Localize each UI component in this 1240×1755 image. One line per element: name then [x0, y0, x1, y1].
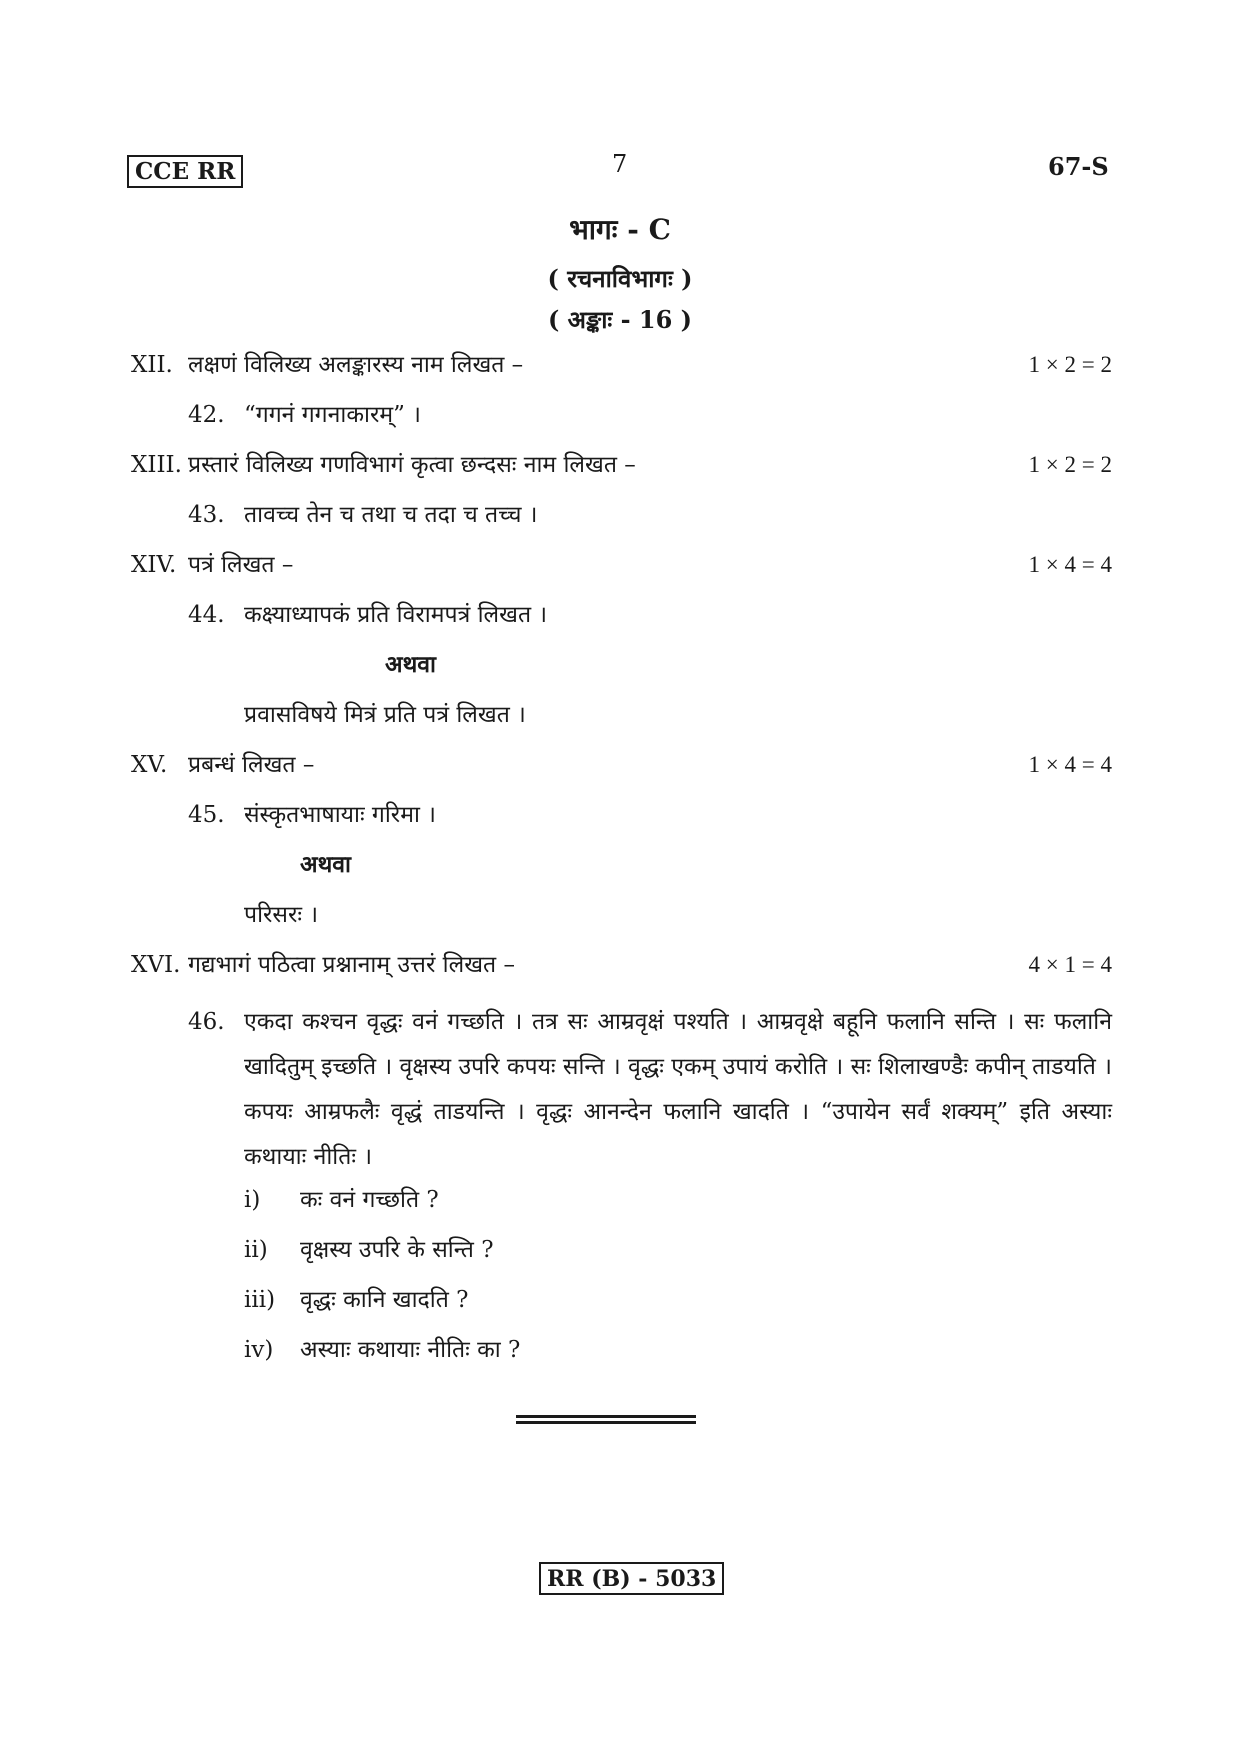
question-text: संस्कृतभाषायाः गरिमा ।: [244, 802, 436, 828]
question-number: 45.: [188, 802, 225, 828]
paper-code: 67-S: [1048, 152, 1109, 181]
page-number: 7: [612, 150, 628, 178]
question-instruction: गद्यभागं पठित्वा प्रश्नानाम् उत्तरं लिखत –: [188, 952, 515, 978]
question-marks: 1 × 4 = 4: [1028, 552, 1112, 577]
question-number: 42.: [188, 402, 225, 428]
question-instruction: लक्षणं विलिख्य अलङ्कारस्य नाम लिखत –: [188, 352, 524, 378]
question-marks: 4 × 1 = 4: [1028, 952, 1112, 977]
question-number: 44.: [188, 602, 225, 628]
subquestion-text: कः वनं गच्छति ?: [300, 1187, 439, 1213]
question-text: तावच्च तेन च तथा च तदा च तच्च ।: [244, 502, 538, 528]
passage-text: एकदा कश्चन वृद्धः वनं गच्छति । तत्र सः आम्रवृक्षं पश्यति । आम्रवृक्षे बहूनि फलानि सन्ति । सः फलानि खादितुम् इच्छति । वृक्षस्य उपरि कपयः सन्ति । वृद्धः एकम् उपायं करोति । सः शिलाखण्डैः कपीन् ताडयति । कपयः आम्रफलैः वृद्धं ताडयन्ति । वृद्धः आनन्देन फलानि खादति । “उपायेन सर्वं शक्यम्” इति अस्याः कथायाः नीतिः ।: [244, 1009, 1112, 1170]
subquestion-label: ii): [244, 1237, 268, 1263]
question-instruction: प्रस्तारं विलिख्य गणविभागं कृत्वा छन्दसः नाम लिखत –: [188, 452, 636, 478]
subquestion-label: iii): [244, 1287, 276, 1313]
question-text: परिसरः ।: [244, 902, 319, 928]
question-roman: XV.: [131, 752, 168, 778]
section-title: भागः - C: [569, 213, 671, 246]
section-marks: ( अङ्काः - 16 ): [547, 305, 693, 334]
subquestion-label: iv): [244, 1337, 274, 1363]
series-code-box: CCE RR: [127, 155, 243, 188]
end-rule-bottom: [516, 1421, 696, 1424]
question-instruction: प्रबन्धं लिखत –: [188, 752, 315, 778]
question-roman: XII.: [131, 352, 173, 378]
question-marks: 1 × 2 = 2: [1028, 352, 1112, 377]
subquestion-label: i): [244, 1187, 261, 1213]
footer-code-box: RR (B) - 5033: [539, 1562, 724, 1595]
section-subtitle: ( रचनाविभागः ): [547, 264, 693, 293]
question-marks: 1 × 2 = 2: [1028, 452, 1112, 477]
question-number: 46.: [188, 1009, 225, 1035]
or-label: अथवा: [300, 851, 352, 878]
question-roman: XIV.: [131, 552, 177, 578]
question-roman: XVI.: [131, 952, 181, 978]
or-label: अथवा: [385, 651, 437, 678]
question-roman: XIII.: [131, 452, 182, 478]
subquestion-text: अस्याः कथायाः नीतिः का ?: [300, 1337, 521, 1363]
question-text: “गगनं गगनाकारम्” ।: [244, 402, 421, 428]
subquestion-text: वृद्धः कानि खादति ?: [300, 1287, 469, 1313]
question-marks: 1 × 4 = 4: [1028, 752, 1112, 777]
subquestion-text: वृक्षस्य उपरि के सन्ति ?: [300, 1237, 494, 1263]
question-number: 43.: [188, 502, 225, 528]
question-instruction: पत्रं लिखत –: [188, 552, 294, 578]
question-text: कक्ष्याध्यापकं प्रति विरामपत्रं लिखत ।: [244, 602, 548, 628]
end-rule-top: [516, 1415, 696, 1418]
question-text: प्रवासविषये मित्रं प्रति पत्रं लिखत ।: [244, 702, 526, 728]
